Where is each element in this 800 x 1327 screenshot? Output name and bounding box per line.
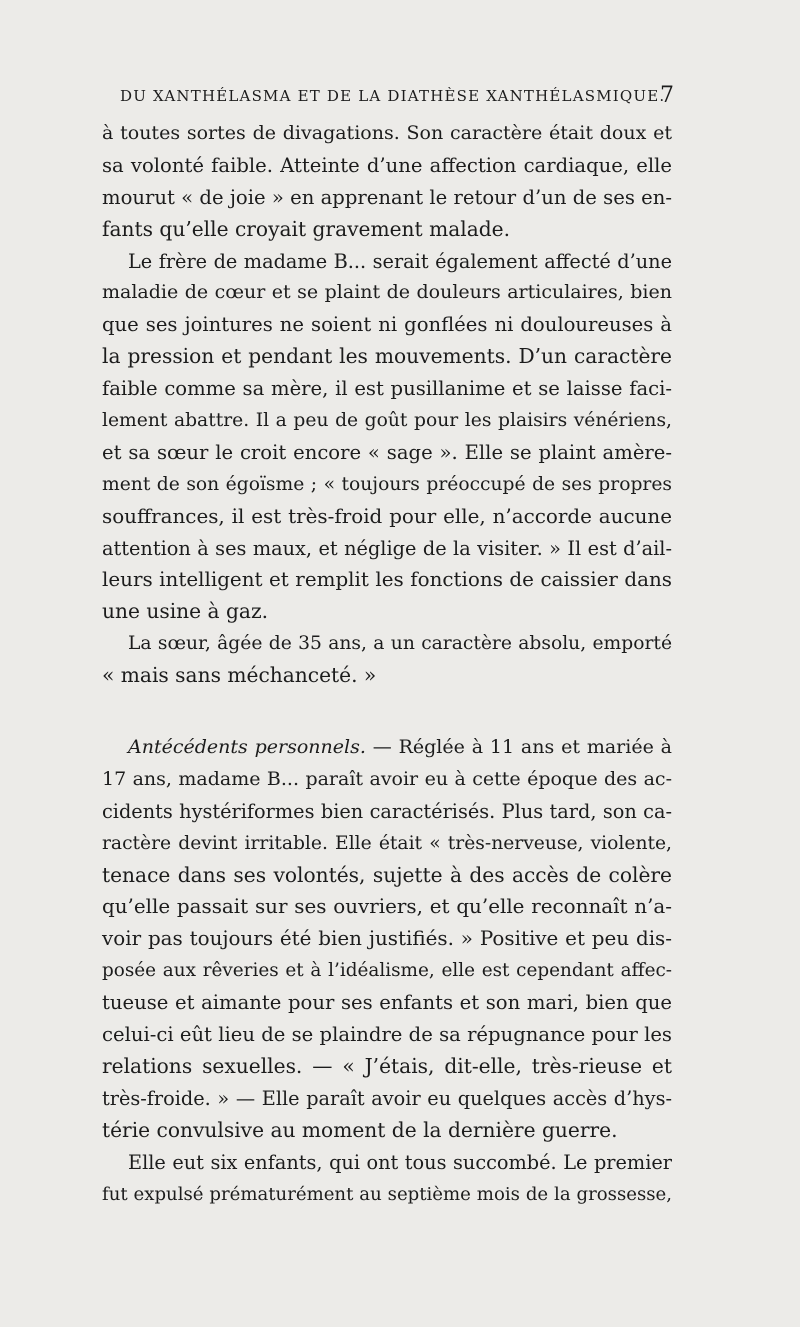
- text-line: ment de son égoïsme ; « toujours préoccupé de ses propres: [102, 473, 672, 495]
- text-line: fants qu’elle croyait gravement malade.: [102, 216, 511, 241]
- text-line: mourut « de joie » en apprenant le retour d’un de ses en-: [102, 185, 672, 209]
- paragraph: [102, 732, 672, 1147]
- text-line: sa volonté faible. Atteinte d’une affection cardiaque, elle: [102, 153, 672, 177]
- text-line: relations sexuelles. — « J’étais, dit-elle, très-rieuse et: [102, 1053, 672, 1078]
- text-line: Le frère de madame B... serait également affecté d’une: [128, 249, 672, 273]
- paragraph: [102, 1147, 672, 1211]
- paragraph-gap: [102, 692, 672, 732]
- text-line: Elle eut six enfants, qui ont tous succombé. Le premier: [128, 1150, 672, 1174]
- paragraph: [102, 246, 672, 629]
- text-line: la pression et pendant les mouvements. D’un caractère: [102, 344, 672, 369]
- text-line: à toutes sortes de divagations. Son caractère était doux et: [102, 122, 672, 144]
- text-line: fut expulsé prématurément au septième mois de la grossesse,: [102, 1183, 672, 1205]
- text-line: celui-ci eût lieu de se plaindre de sa répugnance pour les: [102, 1023, 672, 1047]
- text-line: ractère devint irritable. Elle était « très-nerveuse, violente,: [102, 832, 672, 854]
- paragraph: [102, 118, 672, 246]
- text-line: La sœur, âgée de 35 ans, a un caractère absolu, emporté: [128, 633, 672, 655]
- text-run: — Réglée à 11 ans et mariée à: [365, 736, 672, 759]
- body-text: [102, 118, 672, 1210]
- running-head: [104, 85, 684, 113]
- text-line: [102, 732, 672, 764]
- text-line: et sa sœur le croit encore « sage ». Elle se plaint amère-: [102, 440, 672, 464]
- text-line: attention à ses maux, et néglige de la visiter. » Il est d’ail-: [102, 536, 672, 560]
- text-line: tueuse et aimante pour ses enfants et son mari, bien que: [102, 991, 672, 1015]
- text-line: térie convulsive au moment de la dernière guerre.: [102, 1117, 618, 1142]
- text-line: qu’elle passait sur ses ouvriers, et qu’elle reconnaît n’a-: [102, 895, 672, 919]
- text-line: 17 ans, madame B... paraît avoir eu à cette époque des ac-: [102, 767, 672, 790]
- text-line: lement abattre. Il a peu de goût pour les plaisirs vénériens,: [102, 410, 672, 432]
- text-line: que ses jointures ne soient ni gonflées ni douloureuses à: [102, 313, 672, 337]
- text-line: souffrances, il est très-froid pour elle, n’accorde aucune: [102, 504, 672, 528]
- text-line: voir pas toujours été bien justifiés. » Positive et peu dis-: [102, 927, 672, 951]
- text-line: « mais sans méchanceté. »: [102, 663, 377, 688]
- running-title: DU XANTHÉLASMA ET DE LA DIATHÈSE XANTHÉLASMIQUE.: [120, 87, 666, 105]
- text-line: cidents hystériformes bien caractérisés. Plus tard, son ca-: [102, 799, 672, 823]
- page-number: 7: [660, 83, 674, 108]
- text-line: leurs intelligent et remplit les fonctions de caissier dans: [102, 568, 672, 592]
- section-heading: Antécédents personnels.: [128, 736, 366, 759]
- text-line: faible comme sa mère, il est pusillanime et se laisse faci-: [102, 377, 672, 401]
- paragraph: [102, 628, 672, 692]
- text-line: une usine à gaz.: [102, 599, 269, 624]
- text-line: très-froide. » — Elle paraît avoir eu quelques accès d’hys-: [102, 1086, 672, 1110]
- text-line: maladie de cœur et se plaint de douleurs articulaires, bien: [102, 281, 672, 304]
- text-line: posée aux rêveries et à l’idéalisme, elle est cependant affec-: [102, 960, 672, 982]
- text-line: tenace dans ses volontés, sujette à des accès de colère: [102, 862, 672, 887]
